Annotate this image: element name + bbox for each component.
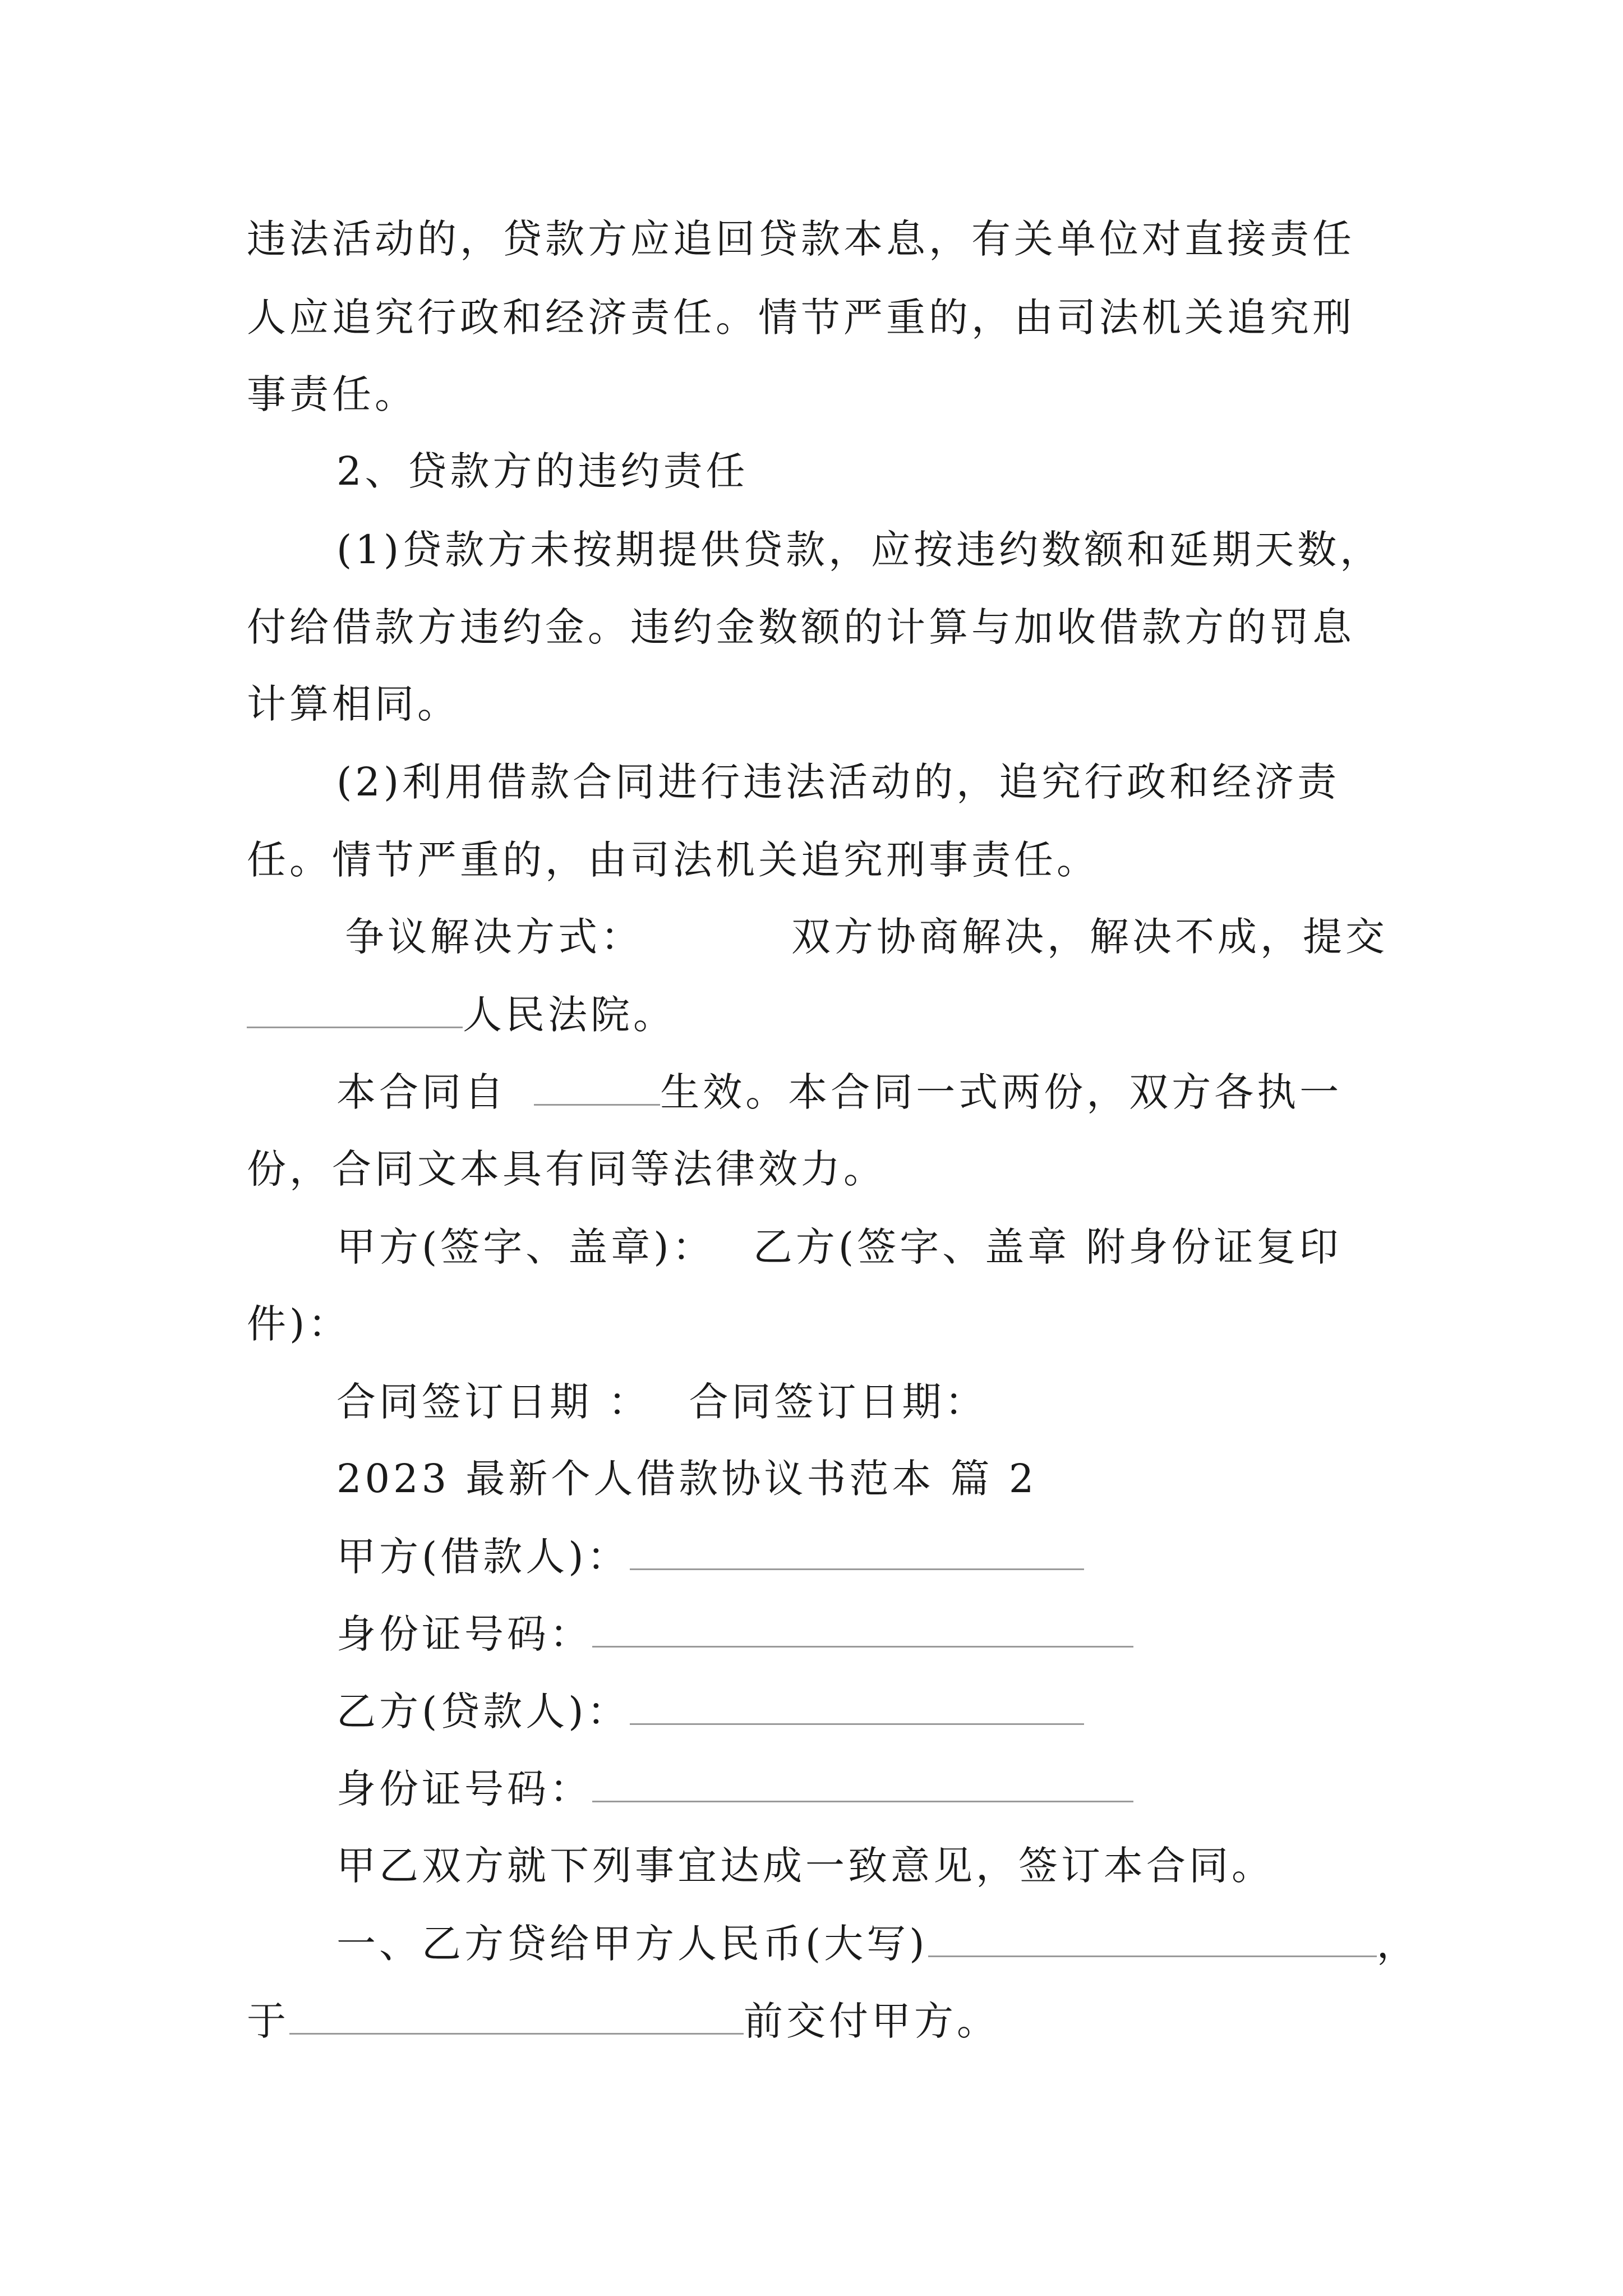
section-heading: 2、贷款方的违约责任 [336, 448, 749, 494]
effective-line [336, 1065, 1481, 1119]
dispute-line [345, 910, 1388, 964]
paragraph-line: 人应追究行政和经济责任。情节严重的，由司法机关追究刑 [247, 295, 1355, 341]
clause-1-line-2 [247, 1994, 1391, 2048]
clause-1-prefix: 一、乙方贷给甲方人民币(大写) [336, 1921, 928, 1967]
sign-date-line [336, 1375, 1481, 1429]
delivery-date-blank [289, 1994, 744, 2035]
dispute-text: 双方协商解决，解决不成，提交 [791, 914, 1388, 960]
court-blank [247, 987, 463, 1028]
court-text: 人民法院。 [463, 992, 676, 1038]
lender-blank [630, 1684, 1084, 1725]
paragraph-line: 违法活动的，贷款方应追回贷款本息，有关单位对直接责任 [247, 216, 1355, 262]
section-title: 2023 最新个人借款协议书范本 篇 2 [336, 1456, 1038, 1502]
borrower-id-label: 身份证号码： [336, 1611, 592, 1657]
borrower-label: 甲方(借款人)： [336, 1534, 630, 1580]
paragraph-line: 任。情节严重的，由司法机关追究刑事责任。 [247, 837, 1099, 883]
agreement-line: 甲乙双方就下列事宜达成一致意见，签订本合同。 [336, 1843, 1274, 1889]
borrower-id-blank [592, 1607, 1133, 1648]
paragraph-line: 付给借款方违约金。违约金数额的计算与加收借款方的罚息 [247, 604, 1355, 650]
clause-1-line2-prefix: 于 [247, 1998, 289, 2044]
paragraph-line: 计算相同。 [247, 681, 460, 727]
court-line [247, 987, 1391, 1042]
effective-date-blank [534, 1065, 660, 1106]
clause-1-line2-suffix: 前交付甲方。 [744, 1998, 999, 2044]
sign-date-b: 合同签订日期： [689, 1379, 988, 1425]
borrower-line [336, 1529, 1481, 1584]
lender-id-line [336, 1761, 1481, 1816]
lender-line [336, 1684, 1481, 1738]
clause-1-comma: ， [1376, 1921, 1419, 1967]
party-b-signature: 乙方(签字、盖章 附身份证复印 [753, 1224, 1342, 1270]
party-a-signature: 甲方(签字、盖章)： [336, 1224, 715, 1270]
effective-suffix: 生效。本合同一式两份，双方各执一 [660, 1069, 1343, 1115]
amount-blank [928, 1916, 1377, 1957]
signature-continuation: 件)： [247, 1301, 351, 1347]
paragraph-line: 事责任。 [247, 371, 417, 417]
paragraph-line: 份，合同文本具有同等法律效力。 [247, 1146, 886, 1192]
borrower-id-line [336, 1607, 1481, 1661]
lender-id-label: 身份证号码： [336, 1766, 592, 1812]
paragraph-line: (2)利用借款合同进行违法活动的，追究行政和经济责 [336, 759, 1340, 805]
lender-label: 乙方(贷款人)： [336, 1688, 630, 1734]
sign-date-a: 合同签订日期 ： [336, 1379, 651, 1425]
borrower-blank [630, 1529, 1084, 1570]
dispute-label: 争议解决方式： [345, 914, 643, 960]
signature-line [336, 1220, 1481, 1274]
clause-1-line [336, 1916, 1481, 1971]
paragraph-line: (1)贷款方未按期提供贷款，应按违约数额和延期天数， [336, 527, 1383, 573]
lender-id-blank [592, 1761, 1133, 1802]
effective-prefix: 本合同自 [336, 1069, 507, 1115]
